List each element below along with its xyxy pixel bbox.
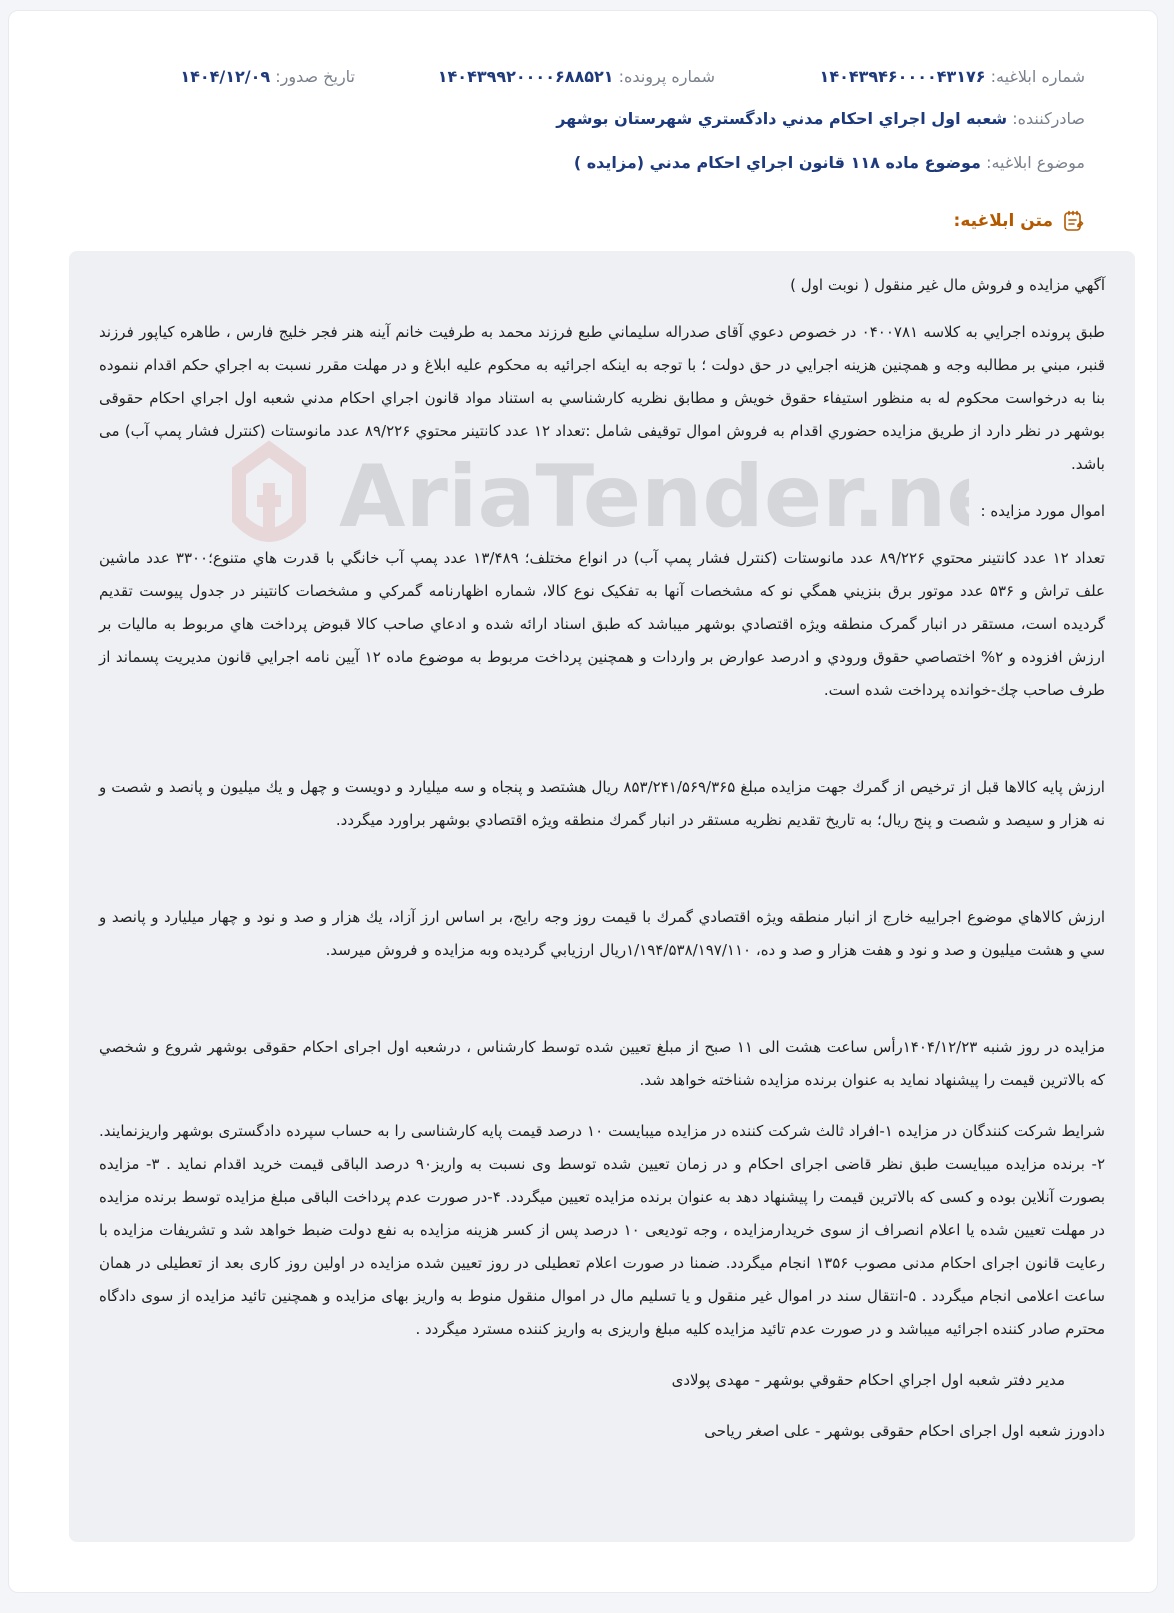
watermark-text: AriaTender.n bbox=[339, 447, 947, 547]
notice-body bbox=[69, 251, 1135, 1542]
signature-bailiff: دادورز شعبه اول اجرای احکام حقوقی بوشهر - علی اصغر ریاحی bbox=[704, 1422, 1105, 1440]
document-icon bbox=[1061, 209, 1085, 233]
items-label: اموال مورد مزايده : bbox=[980, 502, 1105, 520]
section-heading bbox=[954, 209, 1085, 233]
paragraph-auction-date: مزايده در روز شنبه ۱۴۰۴/۱۲/۲۳رأس ساعت هشت الی ۱۱ صبح از مبلغ تعيين شده توسط كارشناس ، درشعبه اول اجرای احکام حقوقی بوشهر شروع و شخصي كه بالاترين قيمت را پيشنهاد نمايد به عنوان برنده مزايده شناخته خواهد شد. bbox=[99, 1038, 1106, 1089]
paragraph-conditions: شرايط شركت كنندگان در مزايده ۱-افراد ثالث شرکت کننده در مزایده میبایست ۱۰ درصد قیمت پایه کارشناسی را به حساب سپرده دادگستری بوشهر واریزنمایند. ۲- برنده مزایده میبایست طبق نظر قاضی اجرای احکام و در زمان تعیین شده توسط وی نسبت به واریز۹۰ درصد الباقی قیمت خرید اقدام نماید . ۳- مزایده بصورت آنلاین بوده و کسی که بالاترین قیمت را پیشنهاد دهد به عنوان برنده مزایده تعیین میگردد. ۴-در صورت عدم پرداخت الباقی مبلغ مزایده توسط برنده مزایده در مهلت تعیین شده یا اعلام انصراف از سوی خریدارمزایده ، وجه تودیعی ۱۰ درصد پس از کسر هزینه مزایده به نفع دولت ضبط خواهد شد و تشریفات مزایده با رعایت قانون اجرای احکام مدنی مصوب ۱۳۵۶ انجام میگردد. ضمنا در صورت اعلام تعطیلی در روز تعیین شده مزایده در اولین روز کاری بعد از تعطیلی در همان ساعت اعلامی انجام میگردد . ۵-انتقال سند در اموال غیر منقول و یا تسلیم مال در اموال منقول منوط به واریز بهای مزایده و همچنین تائید مزایده از سوی دادگاه محترم صادر کننده اجرائیه میباشد و در صورت عدم تائید مزایده کلیه مبلغ واریزی به واریز کننده مسترد میگردد . bbox=[99, 1122, 1106, 1338]
section-title: متن ابلاغيه: bbox=[953, 211, 1053, 231]
subject-text: موضوع ماده ۱۱۸ قانون اجراي احکام مدني (مزايده ) bbox=[573, 153, 981, 172]
issuer-name: شعبه اول اجراي احكام مدني دادگستري شهرستان بوشهر bbox=[556, 109, 1008, 128]
case-number: شماره پرونده: ۱۴۰۴۳۹۹۲۰۰۰۰۶۸۸۵۲۱ bbox=[437, 67, 715, 86]
paragraph-base-value: ارزش پايه كالاها قبل از ترخيص از گمرك جهت مزايده مبلغ ۸۵۳/۲۴۱/۵۶۹/۳۶۵ ريال هشتصد و پنجاه و سه ميليارد و دويست و چهل و يك ميليون و پانصد و شصت و نه هزار و سيصد و شصت و پنج ريال؛ به تاريخ تقديم نظريه مستقر در انبار گمرك منطقه ويژه اقتصادي بوشهر براورد ميگردد. bbox=[99, 778, 1105, 829]
issue-date: تاريخ صدور: ۱۴۰۴/۱۲/۰۹ bbox=[180, 67, 355, 86]
paragraph-case: طبق پرونده اجرايي به کلاسه ۰۴۰۰۷۸۱ در خصوص دعوي آقای صدراله سليماني طبع فرزند محمد به طرفيت خانم آينه هنر فجر خليج فارس ، طاهره کياپور فرزند قنبر، مبني بر مطالبه وجه و همچنين هزينه اجرايي در حق دولت ؛ با توجه به اينکه اجرائيه به محکوم عليه ابلاغ و در مهلت مقرر نسبت به اجراي حکم اقدام ننموده بنا به درخواست محکوم له به منظور استيفاء حقوق خويش و مطابق نظريه کارشناسي به استناد مواد قانون اجراي احکام مدني شعبه اول اجراي احكام حقوقی بوشهر در نظر دارد از طريق مزايده حضوري اقدام به فروش اموال توقيفی شامل :تعداد ۱۲ عدد کانتينر محتوي ۸۹/۲۲۶ عدد مانوستات (کنترل فشار پمپ آب) می باشد. bbox=[99, 323, 1105, 473]
notice-number: شماره ابلاغيه: ۱۴۰۴۳۹۴۶۰۰۰۰۴۳۱۷۶ bbox=[819, 67, 1085, 86]
signature-manager: مدير دفتر شعبه اول اجراي احكام حقوقي بوشهر - مهدی پولادی bbox=[671, 1371, 1065, 1389]
notice-title: آگهي مزايده و فروش مال غير منقول ( نوبت اول ) bbox=[790, 276, 1105, 294]
issuer-row: صادرکننده: شعبه اول اجراي احكام مدني دادگستري شهرستان بوشهر bbox=[556, 109, 1085, 128]
subject-row: موضوع ابلاغيه: موضوع ماده ۱۱۸ قانون اجراي احکام مدني (مزايده ) bbox=[573, 153, 1085, 172]
notice-card bbox=[8, 10, 1158, 1593]
paragraph-items: تعداد ۱۲ عدد کانتينر محتوي ۸۹/۲۲۶ عدد مانوستات (کنترل فشار پمپ آب) در انواع مختلف؛ ۱۳/۴۸۹ عدد پمپ آب خانگي با قدرت هاي متنوع؛۳۳۰۰ عدد ماشين علف تراش و ۵۳۶ عدد موتور برق بنزيني همگي نو که مشخصات آنها به تفکيک نوع کالا، شماره اظهارنامه گمرکي و مشخصات کانتينر در جدول پيوست تقديم گرديده است، مستقر در انبار گمرک منطقه ويژه اقتصادي بوشهر ميباشد که طبق اسناد ارائه شده و ادعاي صاحب کالا قبوض پرداخت هاي مربوط به ماليات بر ارزش افزوده و ۲% اختصاصي حقوق ورودي و ادرصد عوارض بر واردات و همچنين پرداخت مربوط به موضوع ماده ۱۲ آيين نامه اجرايي قانون مديريت پسماند از طرف صاحب چك-خوانده پرداخت شده است. bbox=[99, 549, 1106, 699]
paragraph-market-value: ارزش كالاهاي موضوع اجراييه خارج از انبار منطقه ويژه اقتصادي گمرك با قيمت روز وجه رايج، بر اساس ارز آزاد، يك هزار و صد و نود و چهار ميليارد و پانصد و سي و هشت ميليون و صد و نود و هفت هزار و صد و ده، ۱/۱۹۴/۵۳۸/۱۹۷/۱۱۰ريال ارزيابي گرديده وبه مزايده و فروش ميرسد. bbox=[99, 908, 1105, 959]
